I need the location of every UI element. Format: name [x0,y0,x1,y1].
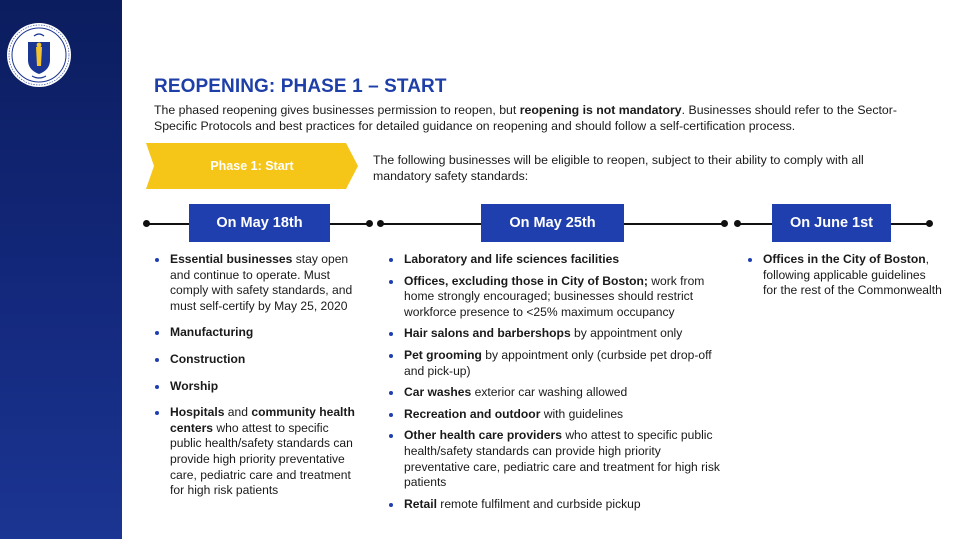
date-header-may-18: On May 18th [189,204,330,242]
list-item [747,252,942,299]
item-bold: community health centers [170,405,355,435]
june-1-list [747,252,942,310]
item-text: who attest to specific public health/safety standards can provide high priority preventative care, pediatric care and treatment for high risk patients [404,428,720,490]
item-text: work from home strongly encouraged; businesses should restrict workforce presence to <25% maximum occupancy [404,273,705,319]
intro-text [154,102,914,134]
list-item [154,379,359,395]
item-text: by appointment only [570,326,683,341]
timeline-dot [143,220,150,227]
list-item [388,385,728,401]
item-text: by appointment only (curbside pet drop-off and pick-up) [404,347,712,378]
page-title: REOPENING: PHASE 1 – START [154,76,447,97]
item-bold: Offices, excluding those in City of Boston; [404,273,648,288]
item-bold: Essential businesses [170,252,293,266]
item-bold: Worship [170,378,219,393]
item-bold: Laboratory and life sciences facilities [404,252,620,266]
item-text: , following applicable guidelines for the rest of the Commonwealth [763,252,942,298]
item-bold: Pet grooming [404,347,482,362]
phase-label: Phase 1: Start [210,159,294,173]
item-bold: Car washes [404,385,472,400]
intro-text-part: The phased reopening gives businesses permission to reopen, but [154,103,520,117]
timeline-dot [926,220,933,227]
item-bold: Manufacturing [170,325,254,340]
item-bold: Recreation and outdoor [404,406,541,421]
may-18-list [154,252,359,510]
intro-text-part: . Businesses should refer to the Sector-Specific Protocols and best practices for detailed guidance on reopening and should follow a self-certification process. [154,103,897,133]
item-text: exterior car washing allowed [471,385,628,400]
item-bold: Offices in the City of Boston [763,252,926,266]
list-item [388,326,728,342]
timeline-dot [366,220,373,227]
timeline-dot [734,220,741,227]
list-item [388,252,728,268]
sidebar-band [0,0,122,539]
item-bold: Other health care providers [404,428,562,443]
date-header-june-1: On June 1st [772,204,891,242]
intro-emphasis: reopening is not mandatory [519,103,682,117]
item-text: remote fulfilment and curbside pickup [436,496,641,511]
item-bold: Hospitals [170,405,225,420]
item-text: with guidelines [540,406,624,421]
list-item [388,407,728,423]
timeline-dot [721,220,728,227]
list-item [388,348,728,379]
list-item [154,405,359,499]
item-bold: Retail [404,496,437,511]
state-seal-icon [6,22,72,88]
item-text: who attest to specific public health/safety standards can provide high priority preventative care, pediatric care and treatment for high risk patients [170,420,353,498]
list-item [154,252,359,314]
timeline-dot [377,220,384,227]
may-25-list [388,252,728,518]
item-text: stay open and continue to operate. Must comply with safety standards, and must self-certify by May 25, 2020 [170,252,353,313]
list-item [388,274,728,321]
list-item [154,325,359,341]
list-item [388,428,728,490]
list-item [388,497,728,513]
list-item [154,352,359,368]
date-header-may-25: On May 25th [481,204,624,242]
item-bold: Hair salons and barbershops [404,326,571,341]
eligibility-text: The following businesses will be eligible to reopen, subject to their ability to comply with all mandatory safety standards: [373,153,864,183]
item-text: and [224,405,252,420]
item-bold: Construction [170,351,246,366]
